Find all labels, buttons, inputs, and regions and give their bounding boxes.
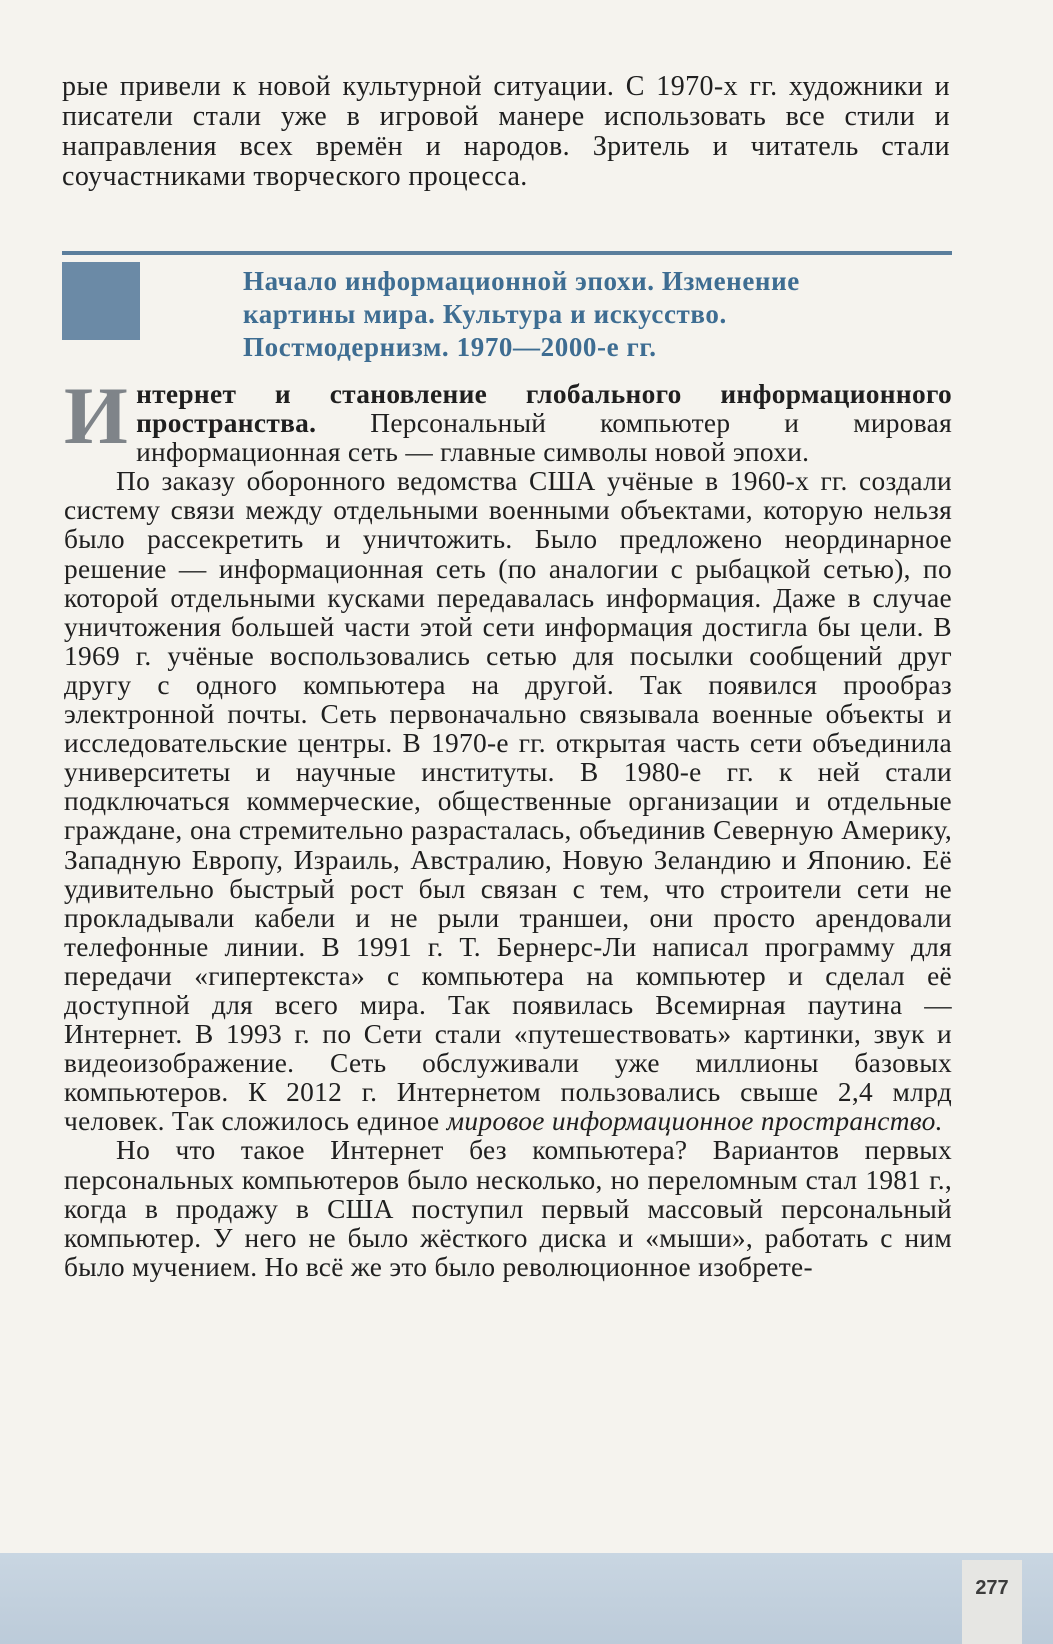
- drop-cap: И: [64, 370, 129, 461]
- section-heading: [243, 265, 953, 364]
- article-paragraph-1: [64, 370, 952, 468]
- section-heading-line2: картины мира. Культура и искусство.: [243, 299, 727, 329]
- paragraph-2-text: По заказу оборонного ведомства США учёные в 1960-х гг. создали систему связи между отдельными военными объектами, которую нельзя было рассекретить и уничтожить. Было предложено неординарное решение — информационная сеть (по аналогии с рыбацкой сетью), по которой отдельными кусками передавалась информация. Даже в случае уничтожения большей части этой сети информация достигла бы цели. В 1969 г. учёные воспользовались сетью для посылки сообщений друг другу с одного компьютера на другой. Так появился прообраз электронной почты. Сеть первоначально связывала военные объекты и исследовательские центры. В 1970-е гг. открытая часть сети объединила университеты и научные институты. В 1980-е гг. к ней стали подключаться коммерческие, общественные организации и отдельные граждане, она стремительно разрасталась, объединив Северную Америку, Западную Европу, Израиль, Австралию, Новую Зеландию и Японию. Её удивительно быстрый рост был связан с тем, что строители сети не прокладывали кабели и не рыли траншеи, они просто арендовали телефонные линии. В 1991 г. Т. Бернерс-Ли написал программу для передачи «гипертекста» с компьютера на компьютер и сделал её доступной для всего мира. Так появилась Всемирная паутина — Интернет. В 1993 г. по Сети стали «путешествовать» картинки, звук и видеоизображение. Сеть обслуживали уже миллионы базовых компьютеров. К 2012 г. Интернетом пользовались свыше 2,4 млрд человек. Так сложилось единое: [64, 466, 952, 1137]
- footer-band: [0, 1553, 1053, 1644]
- article-paragraph-3: Но что такое Интернет без компьютера? Вариантов первых персональных компьютеров было несколько, но переломным стал 1981 г., когда в продажу в США поступил первый массовый персональный компьютер. У него не было жёсткого диска и «мыши», работать с ним было мучением. Но всё же это было революционное изобрете-: [64, 1135, 952, 1282]
- article-body: [64, 370, 952, 1282]
- paragraph-1-text: Персональный компьютер и мировая информационная сеть — главные символы новой эпохи.: [136, 408, 952, 468]
- page-number: 277: [975, 1577, 1009, 1599]
- section-heading-line3: Постмодернизм. 1970—2000-е гг.: [243, 332, 657, 362]
- paragraph-2-italic: мировое информационное пространство.: [446, 1106, 943, 1137]
- article-paragraph-2: [64, 467, 952, 1136]
- intro-paragraph: рые привели к новой культурной ситуации. С 1970-х гг. художники и писатели стали уже в игровой манере использовать все стили и направления всех времён и народов. Зритель и читатель стали соучастниками творческого процесса.: [62, 71, 950, 192]
- page-number-tab: [962, 1560, 1022, 1644]
- section-marker-block: [62, 262, 140, 340]
- section-heading-line1: Начало информационной эпохи. Изменение: [243, 266, 800, 296]
- section-divider: [62, 251, 952, 255]
- lead-title: нтернет и становление глобального информационного пространства.: [136, 379, 952, 439]
